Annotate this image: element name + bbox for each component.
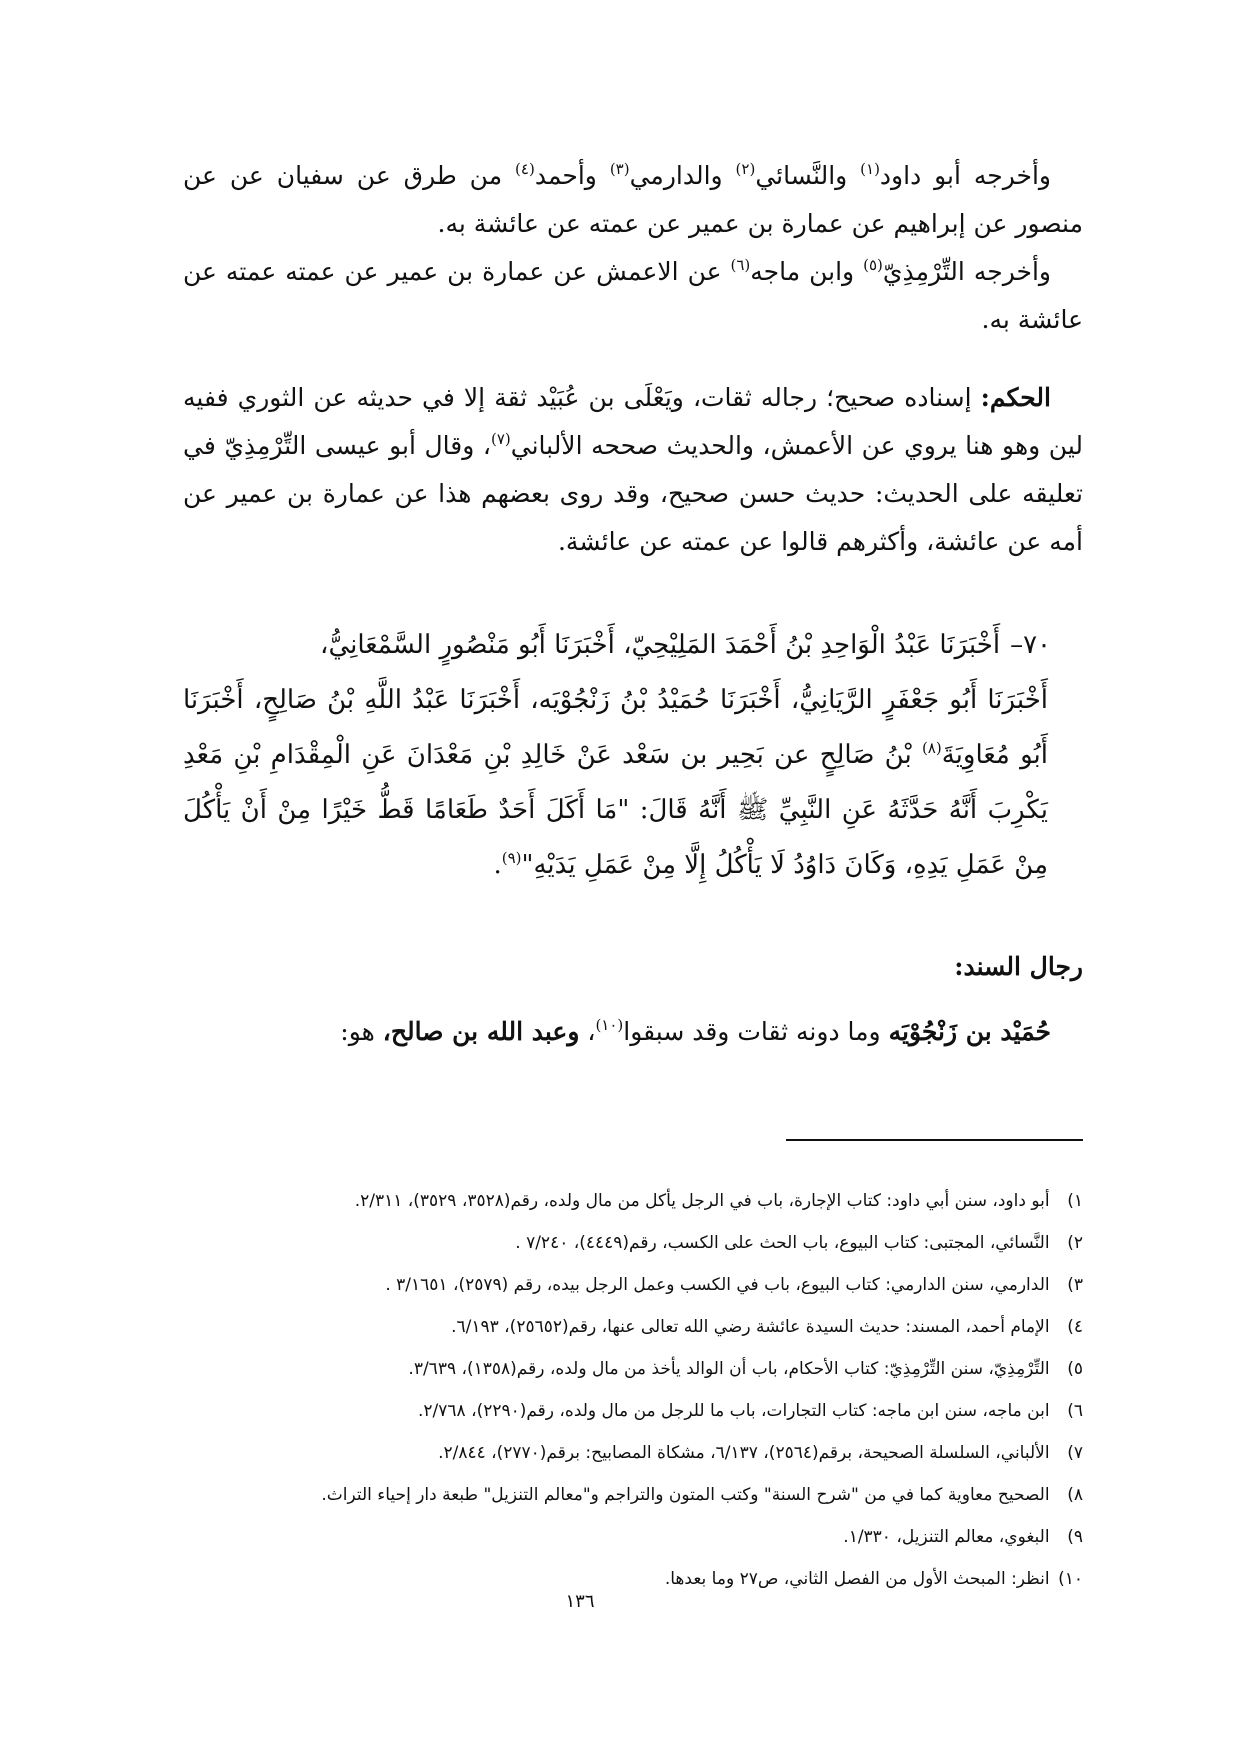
footnote-text: النَّسائي، المجتبى: كتاب البيوع، باب الحث على الكسب، رقم(٤٤٤٩)، ٧/٢٤٠ . [515,1233,1050,1253]
text-run: وابن ماجه [750,257,864,286]
footnote-ref[interactable]: (٢) [735,160,756,178]
hukm-label: الحكم: [980,383,1051,412]
text-run: وأحمد [534,161,610,190]
text-run: ، وقال أبو عيسى التِّرْمِذِيّ في تعليقه على الحديث: حديث حسن صحيح، وقد روى بعضهم هذا عن عمارة بن عمير عن أمه عن عائشة، وأكثرهم قالوا عن عمته عن عائشة. [183,431,1083,556]
footnote-item [143,1432,1083,1474]
footnote-item [143,1306,1083,1348]
footnote-ref[interactable]: (٧) [490,430,511,448]
footnote-text: الألباني، السلسلة الصحيحة، برقم(٢٥٦٤)، ٦/١٣٧، مشكاة المصابيح: برقم(٢٧٧٠)، ٢/٨٤٤. [438,1443,1050,1463]
footnote-number: ٨ ) [1055,1474,1083,1516]
footnote-item [143,1348,1083,1390]
footnote-number: ٦ ) [1055,1390,1083,1432]
paragraph-hukm [183,374,1083,566]
narrator-name: وعبد الله بن صالح، [382,1017,580,1046]
footnote-text: أبو داود، سنن أبي داود: كتاب الإجارة، باب في الرجل يأكل من مال ولده، رقم(٣٥٢٨، ٣٥٢٩)، ٢/٣١١. [354,1191,1050,1211]
footnote-text: ابن ماجه، سنن ابن ماجه: كتاب التجارات، باب ما للرجل من مال ولده، رقم(٢٢٩٠)، ٢/٧٦٨. [418,1401,1050,1421]
text-run: وما دونه ثقات وقد سبقوا [623,1017,889,1046]
text-run: والدارمي [629,161,736,190]
text-run: هو: [340,1017,383,1046]
section-heading: رجال السند: [954,952,1083,981]
footnote-item [143,1474,1083,1516]
text-run: بْنُ صَالِحٍ عن بَحِير بن سَعْد عَنْ خَالِدِ بْنِ مَعْدَانَ عَنِ الْمِقْدَامِ بْنِ مَعْدِ يَكْرِبَ أَنَّهُ حَدَّثَهُ عَنِ النَّبِيِّ ﷺ أَنَّهُ قَالَ: "مَا أَكَلَ أَحَدٌ طَعَامًا قَطُّ خَيْرًا مِنْ أَنْ يَأْكُلَ مِنْ عَمَلِ يَدِهِ، وَكَانَ دَاوُدُ لَا يَأْكُلُ إِلَّا مِنْ عَمَلِ يَدَيْهِ" [183,740,1048,880]
narrator-name: حُمَيْد بن زَنْجُوْيَه [888,1017,1051,1046]
footnote-number: ٧ ) [1055,1432,1083,1474]
footnote-item [143,1264,1083,1306]
footnote-text: الصحيح معاوية كما في من "شرح السنة" وكتب المتون والتراجم و"معالم التنزيل" طبعة دار إحياء التراث. [321,1485,1050,1505]
footnote-ref[interactable]: (٥) [863,256,883,274]
footnote-number: ٣ ) [1055,1264,1083,1306]
text-run: من طرق عن سفيان عن عن منصور عن إبراهيم عن عمارة بن عمير عن عمته عن عائشة به. [183,161,1083,238]
footnote-number: ٩ ) [1055,1516,1083,1558]
text-run: وأخرجه التِّرْمِذِيّ [882,257,1051,286]
footnote-ref[interactable]: (٦) [730,256,751,274]
hadith-paragraph [183,618,1083,893]
text-run: أَخْبَرَنَا أَبُو جَعْفَرٍ الرَّيَانِيُّ، أَخْبَرَنَا حُمَيْدُ بْنُ زَنْجُوْيَه، أَخْبَرَنَا عَبْدُ اللَّهِ بْنُ صَالِحٍ، أَخْبَرَنَا أَبُو مُعَاوِيَةَ [183,685,1048,770]
text-run: ، [579,1017,596,1046]
footnote-item [143,1222,1083,1264]
footnote-text: التِّرْمِذِيّ، سنن التِّرْمِذِيّ: كتاب الأحكام، باب أن الوالد يأخذ من مال ولده، رقم(١٣٥٨)، ٣/٦٣٩. [408,1359,1050,1379]
footnote-number: ٤ ) [1055,1306,1083,1348]
footnote-ref[interactable]: (٣) [609,160,630,178]
hadith-number: ٧٠– [1010,630,1051,660]
footnote-number: ٥ ) [1055,1348,1083,1390]
footnote-number: ١ ) [1055,1180,1083,1222]
footnote-text: الدارمي، سنن الدارمي: كتاب البيوع، باب في الكسب وعمل الرجل بيده، رقم (٢٥٧٩)، ٣/١٦٥١ . [385,1275,1050,1295]
text-run: والنَّسائي [755,161,861,190]
footnote-ref[interactable]: (٨) [921,739,942,757]
page-number: ١٣٦ [565,1591,595,1612]
footnote-item [143,1390,1083,1432]
footnote-separator [786,1139,1083,1141]
footnote-ref[interactable]: (١) [860,160,880,178]
paragraph-takhrij-2 [183,248,1083,344]
text-run: وأخرجه أبو داود [879,161,1052,190]
paragraph-takhrij-1 [183,152,1083,248]
text-run: أَخْبَرَنَا عَبْدُ الْوَاحِدِ بْنُ أَحْمَدَ المَلِيْحِيّ، أَخْبَرَنَا أَبُو مَنْصُورٍ السَّمْعَانِيُّ، [320,630,1001,660]
text-run: . [493,850,502,880]
footnotes-list [143,1180,1083,1600]
footnote-text: انظر: المبحث الأول من الفصل الثاني، ص٢٧ وما بعدها. [664,1569,1050,1589]
footnote-ref[interactable]: (١٠) [595,1016,624,1034]
hadith-continuation [183,673,1083,893]
footnote-item [143,1180,1083,1222]
footnote-ref[interactable]: (٤) [515,160,535,178]
footnote-ref[interactable]: (٩) [501,849,522,867]
text-run: إسناده صحيح؛ رجاله ثقات، ويَعْلَى بن عُبَيْد ثقة إلا في حديثه عن الثوري ففيه لين وهو هنا يروي عن الأعمش، والحديث صححه الألباني [183,383,1083,460]
footnote-number: ١٠ ) [1055,1558,1083,1600]
footnote-item [143,1516,1083,1558]
footnote-text: البغوي، معالم التنزيل، ١/٣٣٠. [843,1527,1050,1547]
paragraph-narrators [183,1008,1083,1056]
footnote-number: ٢ ) [1055,1222,1083,1264]
text-run: عن الاعمش عن عمارة بن عمير عن عمته عمته عن عائشة به. [183,257,1083,334]
footnote-text: الإمام أحمد، المسند: حديث السيدة عائشة رضي الله تعالى عنها، رقم(٢٥٦٥٢)، ٦/١٩٣. [451,1317,1050,1337]
